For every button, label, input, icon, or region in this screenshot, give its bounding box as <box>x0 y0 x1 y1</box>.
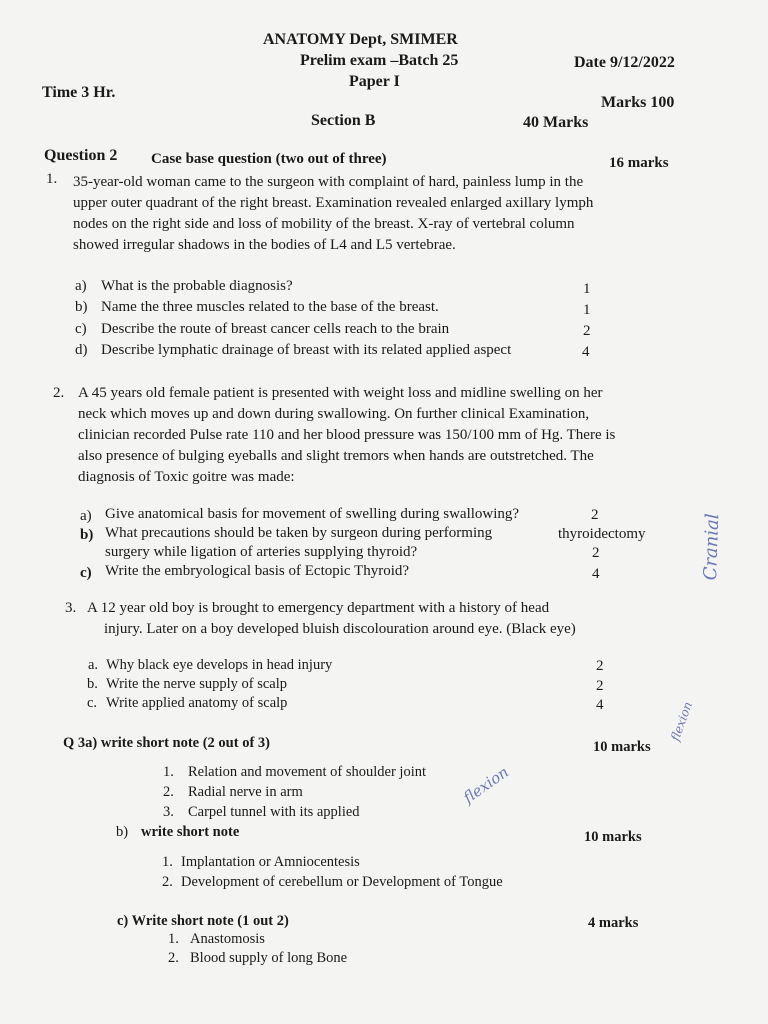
question-3a-title: Q 3a) write short note (2 out of 3) <box>63 735 270 751</box>
handwritten-note-flexion-small: flexion <box>668 699 696 743</box>
section-marks: 40 Marks <box>523 114 589 131</box>
case-number: 1. <box>46 171 58 187</box>
case-text-line: also presence of bulging eyeballs and slight tremors when hands are outstretched. The <box>78 448 594 464</box>
subquestion-mark: 2 <box>583 323 591 339</box>
case-text-line: diagnosis of Toxic goitre was made: <box>78 469 295 485</box>
list-number: 2. <box>168 950 179 966</box>
case-text-line: showed irregular shadows in the bodies of L4 and L5 vertebrae. <box>73 237 456 253</box>
subquestion-text: Write the embryological basis of Ectopic Thyroid? <box>105 563 410 579</box>
dept-heading: ANATOMY Dept, SMIMER <box>263 31 458 48</box>
list-item: Radial nerve in arm <box>188 784 303 800</box>
section-title: Section B <box>311 112 376 129</box>
question-3a-marks: 10 marks <box>593 739 651 755</box>
subquestion-text: Describe the route of breast cancer cells reach to the brain <box>101 321 450 337</box>
subquestion-label: c) <box>80 565 92 581</box>
exam-title: Prelim exam –Batch 25 <box>300 52 459 69</box>
case-text-line: 35-year-old woman came to the surgeon with complaint of hard, painless lump in the <box>73 174 584 190</box>
subquestion-mark: 2 <box>592 545 600 561</box>
subquestion-text: Name the three muscles related to the base of the breast. <box>101 299 439 315</box>
question-3b-label: b) <box>116 824 129 840</box>
subquestion-label: a) <box>80 508 92 524</box>
case-number: 3. <box>65 600 77 616</box>
list-number: 2. <box>162 874 173 890</box>
list-item: Anastomosis <box>190 931 265 947</box>
subquestion-mark: 1 <box>583 281 591 297</box>
case-text-line: clinician recorded Pulse rate 110 and her blood pressure was 150/100 mm of Hg. There is <box>78 427 616 443</box>
subquestion-text: Give anatomical basis for movement of swelling during swallowing? <box>105 506 520 522</box>
subquestion-text: Describe lymphatic drainage of breast with its related applied aspect <box>101 342 512 358</box>
total-marks: Marks 100 <box>601 94 675 111</box>
case-text-line: upper outer quadrant of the right breast. Examination revealed enlarged axillary lymph <box>73 195 594 211</box>
subquestion-label: d) <box>75 342 88 358</box>
subquestion-mark: 2 <box>596 658 604 674</box>
subquestion-mark: 2 <box>591 507 599 523</box>
case-text-line: A 12 year old boy is brought to emergency department with a history of head <box>87 600 550 616</box>
subquestion-label: b. <box>87 676 98 692</box>
subquestion-mark: 2 <box>596 678 604 694</box>
question-2-marks: 16 marks <box>609 155 669 171</box>
question-3c-title: c) Write short note (1 out 2) <box>117 913 289 929</box>
question-3b-marks: 10 marks <box>584 829 642 845</box>
handwritten-note-cranial: Cranial <box>700 513 724 581</box>
case-text-line: nodes on the right side and loss of mobility of the breast. X-ray of vertebral column <box>73 216 575 232</box>
list-number: 1. <box>168 931 179 947</box>
case-text-line: A 45 years old female patient is presented with weight loss and midline swelling on her <box>78 385 603 401</box>
question-3c-marks: 4 marks <box>588 915 639 931</box>
question-3b-title: write short note <box>141 824 240 840</box>
case-number: 2. <box>53 385 65 401</box>
paper-number: Paper I <box>349 73 400 90</box>
list-number: 1. <box>162 854 173 870</box>
list-item: Development of cerebellum or Development of Tongue <box>181 874 503 890</box>
subquestion-label: b) <box>75 299 88 315</box>
subquestion-text: What is the probable diagnosis? <box>101 278 293 294</box>
subquestion-label: b) <box>80 527 94 543</box>
list-item: Implantation or Amniocentesis <box>181 854 360 870</box>
handwritten-note-flexion: flexion <box>460 762 512 807</box>
case-text-line: neck which moves up and down during swallowing. On further clinical Examination, <box>78 406 590 422</box>
subquestion-text-continued: surgery while ligation of arteries supplying thyroid? <box>105 544 418 560</box>
subquestion-label: a. <box>88 657 99 673</box>
list-item: Carpel tunnel with its applied <box>188 804 360 820</box>
question-2-label: Question 2 <box>44 147 118 164</box>
list-item: Blood supply of long Bone <box>190 950 348 966</box>
subquestion-label: c. <box>87 695 98 711</box>
question-2-title: Case base question (two out of three) <box>151 151 387 167</box>
subquestion-text-continued: thyroidectomy <box>558 526 646 542</box>
subquestion-text: Write applied anatomy of scalp <box>106 695 288 711</box>
list-number: 3. <box>163 804 174 820</box>
exam-duration: Time 3 Hr. <box>42 84 116 101</box>
list-number: 2. <box>163 784 174 800</box>
case-text-line: injury. Later on a boy developed bluish discolouration around eye. (Black eye) <box>104 621 576 637</box>
exam-date: Date 9/12/2022 <box>574 54 675 71</box>
subquestion-mark: 1 <box>583 302 591 318</box>
subquestion-mark: 4 <box>596 697 604 713</box>
list-number: 1. <box>163 764 174 780</box>
subquestion-text: What precautions should be taken by surgeon during performing <box>105 525 493 541</box>
list-item: Relation and movement of shoulder joint <box>188 764 426 780</box>
subquestion-label: c) <box>75 321 87 337</box>
subquestion-text: Write the nerve supply of scalp <box>106 676 288 692</box>
subquestion-mark: 4 <box>582 344 590 360</box>
subquestion-label: a) <box>75 278 87 294</box>
subquestion-text: Why black eye develops in head injury <box>106 657 333 673</box>
subquestion-mark: 4 <box>592 566 600 582</box>
